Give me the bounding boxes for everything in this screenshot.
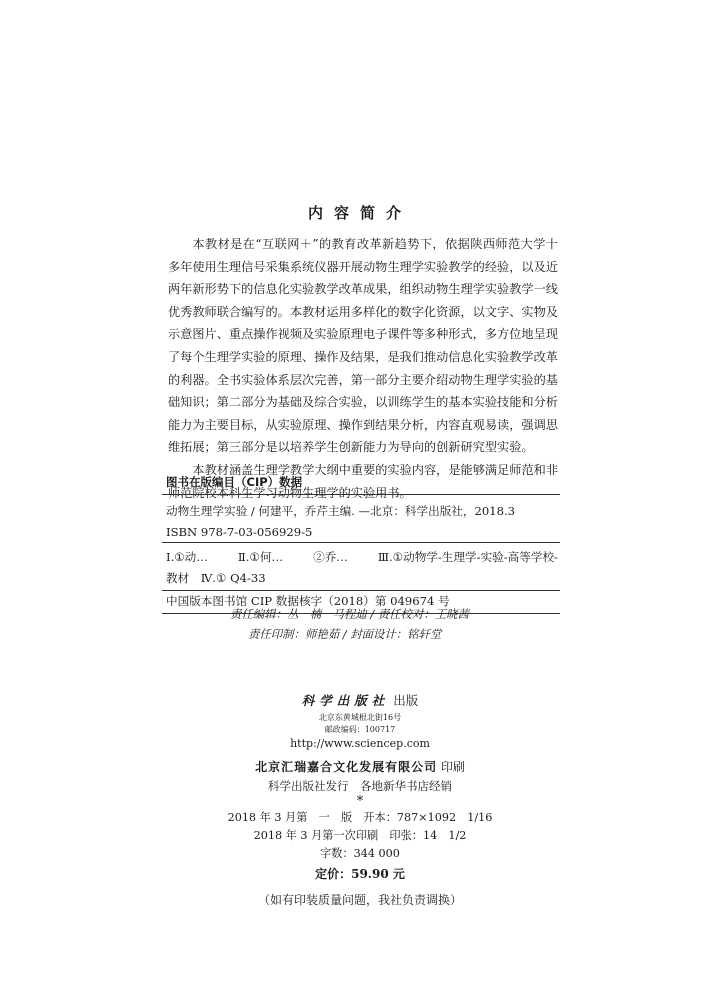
word-count: 字数：344 000 [320,847,400,860]
publisher-name: 科学出版社 [301,693,390,708]
quality-note: （如有印装质量问题，我社负责调换） [257,893,462,907]
cip-title-line: 动物生理学实验 / 何建平，乔芹主编. —北京：科学出版社，2018.3 [166,504,516,518]
summary-body [168,233,558,504]
cip-isbn: ISBN 978-7-03-056929-5 [166,524,313,539]
cip-number: 中国版本图书馆 CIP 数据核字（2018）第 049674 号 [166,594,450,608]
printer-suffix: 印刷 [440,760,465,774]
edition-info [0,809,720,863]
publication-info [0,690,720,915]
printing-line: 2018 年 3 月第一次印刷 印张：14 1/2 [253,829,467,842]
summary-paragraph-2: 本教材涵盖生理学教学大纲中重要的实验内容，是能够满足师范和非师范院校本科生学习动物生理学的实验用书。 [168,462,559,500]
credits-line-editors: 责任编辑：丛 楠 马程迪 / 责任校对：王晓茜 [230,607,469,621]
cip-class-item: Ⅲ.①动物学-生理学-实验-高等学校- [377,550,558,564]
cip-block [162,472,560,614]
cip-class-item: Ⅱ.①何… [237,550,284,564]
publisher-postcode: 邮政编码：100717 [324,725,396,734]
printer-name: 北京汇瑞嘉合文化发展有限公司 [255,760,438,774]
price: 定价：59.90 元 [315,867,405,881]
summary-paragraph-1: 本教材是在“互联网＋”的教育改革新趋势下，依据陕西师范大学十多年使用生理信号采集系统仪器开展动物生理学实验教学的经验，以及近两年新形势下的信息化实验教学改革成果，组织动物生理学实验教学一线优秀教师联合编写的。本教材运用多样化的数字化资源，以文字、实物及示意图片、重点操作视频及实验原理电子课件等多种形式，多方位地呈现了每个生理学实验的原理、操作及结果，是我们推动信息化实验教学改革的利器。全书实验体系层次完善，第一部分主要介绍动物生理学实验的基础知识；第二部分为基础及综合实验，以训练学生的基本实验技能和分析能力为主要目标，从实验原理、操作到结果分析，内容直观易读，强调思维拓展；第三部分是以培养学生创新能力为导向的创新研究型实验。 [168,237,558,455]
printer-line [0,757,720,777]
credits-line-print: 责任印制：师艳茹 / 封面设计：铭轩堂 [248,626,442,641]
credits [230,605,530,644]
edition-line: 2018 年 3 月第 一 版 开本：787×1092 1/16 [227,811,493,824]
cip-class-item: Ⅰ.①动… [166,550,208,564]
publisher-website: http://www.sciencep.com [290,737,430,750]
cip-classification-cont: 教材 Ⅳ.① Q4-33 [166,570,266,585]
cip-divider [162,542,560,543]
summary-title: 内容简介 [307,204,412,222]
publisher-suffix: 出版 [393,693,419,708]
cip-classification [162,547,560,568]
cip-heading: 图书在版编目（CIP）数据 [162,472,560,495]
publisher-line [0,690,720,712]
separator-star: * [356,794,364,809]
cip-class-item: ②乔… [313,550,348,564]
publisher-address: 北京东黄城根北街16号 [318,713,402,722]
distribution-line: 科学出版社发行 各地新华书店经销 [268,779,452,793]
